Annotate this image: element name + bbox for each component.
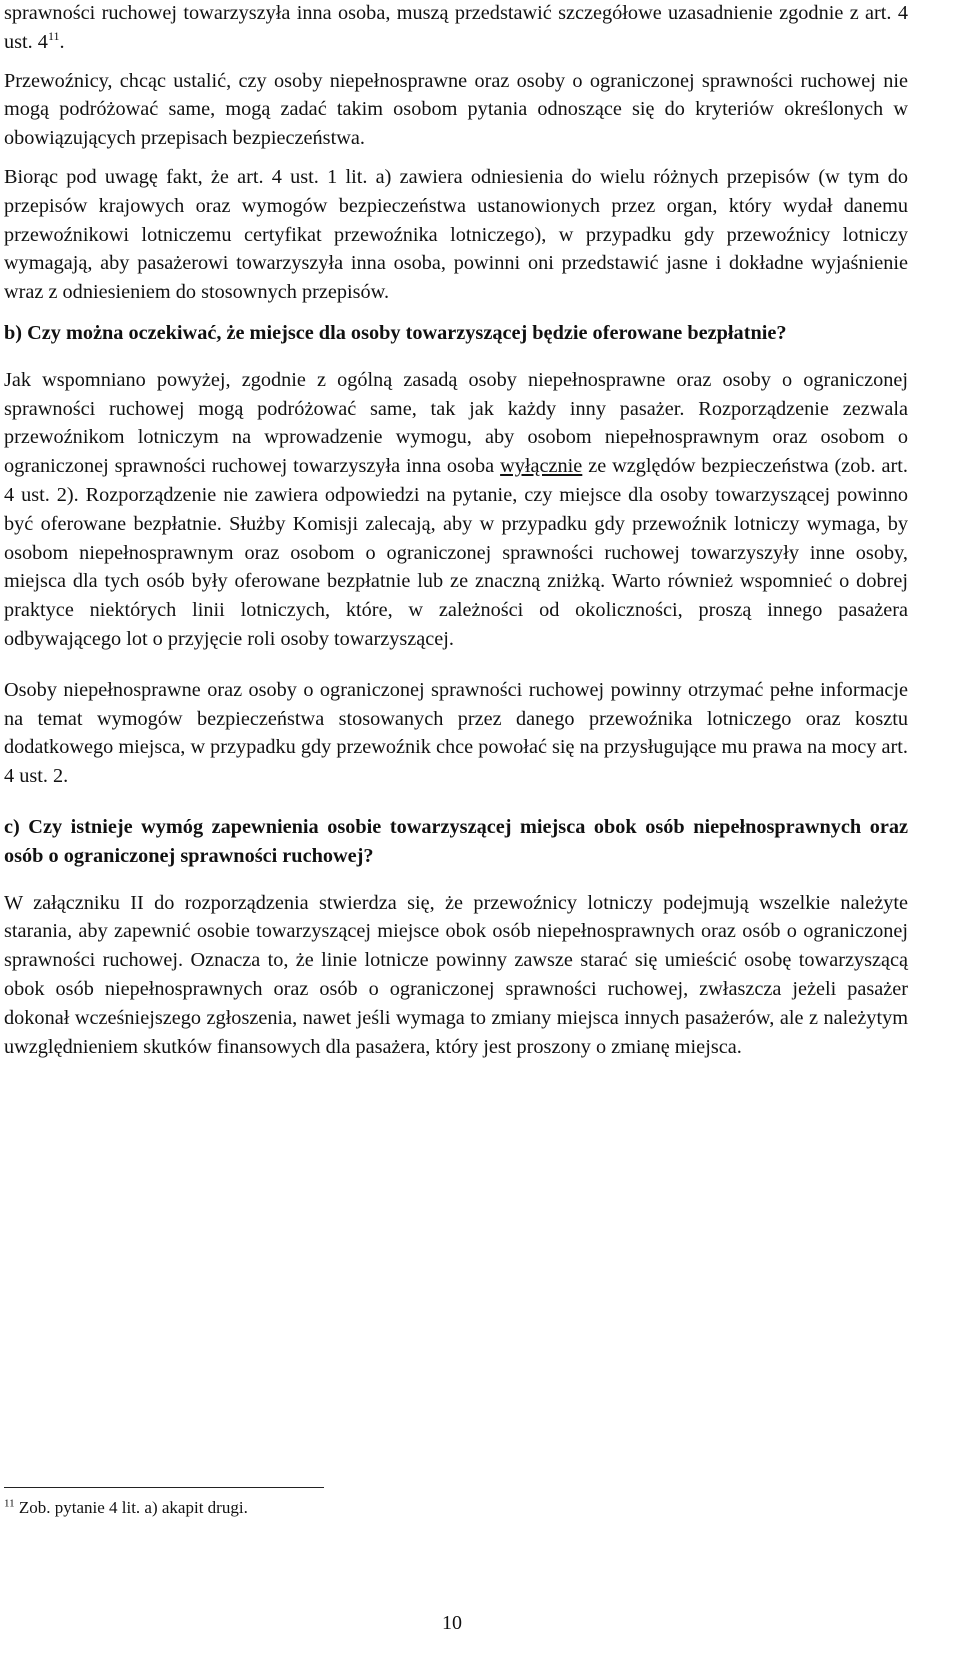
page-number: 10 bbox=[442, 1612, 462, 1634]
paragraph-continuation bbox=[4, 0, 908, 57]
heading-question-c: c) Czy istnieje wymóg zapewnienia osobie towarzyszącej miejsca obok osób niepełnosprawnych oraz osób o ograniczonej sprawności ruchowej? bbox=[4, 815, 908, 867]
underlined-word: wyłącznie bbox=[500, 455, 583, 478]
paragraph-annex-ii: W załączniku II do rozporządzenia stwierdza się, że przewoźnicy lotniczy podejmują wszelkie należyte starania, aby zapewnić osobie towarzyszącej miejsce obok osób niepełnosprawnych oraz osób o ograniczonej sprawności ruchowej. Oznacza to, że linie lotnicze powinny zawsze starać się umieścić osobę towarzyszącą obok osób niepełnosprawnych oraz osób o ograniczonej sprawności ruchowej, zwłaszcza jeżeli pasażer dokonał wcześniejszego zgłoszenia, nawet jeśli wymaga to zmiany miejsca innych pasażerów, ale z należytym uwzględnieniem skutków finansowych dla pasażera, który jest proszony o zmianę miejsca. bbox=[4, 891, 908, 1058]
paragraph-text: sprawności ruchowej towarzyszyła inna osoba, muszą przedstawić szczegółowe uzasadnienie zgodnie z art. 4 ust. 4 bbox=[4, 2, 908, 53]
footnote bbox=[4, 1497, 248, 1519]
footnote-reference[interactable]: 11 bbox=[47, 29, 60, 44]
paragraph-text: ze względów bezpieczeństwa (zob. art. 4 ust. 2). Rozporządzenie nie zawiera odpowiedzi na pytanie, czy miejsce dla osoby towarzyszącej powinno być oferowane bezpłatnie. Służby Komisji zalecają, aby w przypadku gdy przewoźnik lotniczy wymaga, by osobom niepełnosprawnym oraz osobom o ograniczonej sprawności ruchowej towarzyszyły inne osoby, miejsca dla tych osób były oferowane bezpłatnie lub ze znaczną zniżką. Warto również wspomnieć o dobrej praktyce niektórych linii lotniczych, które, w zależności od okoliczności, proszą innego pasażera odbywającego lot o przyjęcie roli osoby towarzyszącej. bbox=[4, 455, 908, 650]
paragraph-text: Jak wspomniano powyżej, zgodnie z ogólną zasadą osoby niepełnosprawne oraz osoby o ograniczonej sprawności ruchowej mogą podróżować same, tak jak każdy inny pasażer. Rozporządzenie zezwala przewoźnikom lotniczym na wprowadzenie wymogu, aby osobom niepełnosprawnym oraz osobom o ograniczonej sprawności ruchowej towarzyszyła inna osoba bbox=[4, 368, 908, 478]
paragraph-text-end: . bbox=[59, 30, 65, 53]
footnote-number: 11 bbox=[4, 1497, 15, 1510]
document-page bbox=[4, 0, 908, 1061]
paragraph-free-seat bbox=[4, 366, 908, 654]
footnote-divider bbox=[4, 1487, 324, 1488]
paragraph-information: Osoby niepełnosprawne oraz osoby o ograniczonej sprawności ruchowej powinny otrzymać pełne informacje na temat wymogów bezpieczeństwa stosowanych przez danego przewoźnika lotniczego oraz kosztu dodatkowego miejsca, w przypadku gdy przewoźnik chce powołać się na przysługujące mu prawa na mocy art. 4 ust. 2. bbox=[4, 678, 908, 788]
footnote-text: Zob. pytanie 4 lit. a) akapit drugi. bbox=[14, 1498, 248, 1517]
paragraph-carriers-questions: Przewoźnicy, chcąc ustalić, czy osoby niepełnosprawne oraz osoby o ograniczonej sprawności ruchowej nie mogą podróżować same, mogą zadać takim osobom pytania odnoszące się do kryteriów określonych w obowiązujących przepisach bezpieczeństwa. bbox=[4, 69, 908, 150]
paragraph-article-4: Biorąc pod uwagę fakt, że art. 4 ust. 1 lit. a) zawiera odniesienia do wielu różnych przepisów (w tym do przepisów krajowych oraz wymogów bezpieczeństwa ustanowionych przez organ, który wydał danemu przewoźnikowi lotniczemu certyfikat przewoźnika lotniczego), w przypadku gdy przewoźnicy lotniczy wymagają, aby pasażerowi towarzyszyła inna osoba, powinni oni przedstawić jasne i dokładne wyjaśnienie wraz z odniesieniem do stosownych przepisów. bbox=[4, 165, 908, 304]
heading-question-b: b) Czy można oczekiwać, że miejsce dla osoby towarzyszącej będzie oferowane bezpłatnie? bbox=[4, 321, 787, 344]
